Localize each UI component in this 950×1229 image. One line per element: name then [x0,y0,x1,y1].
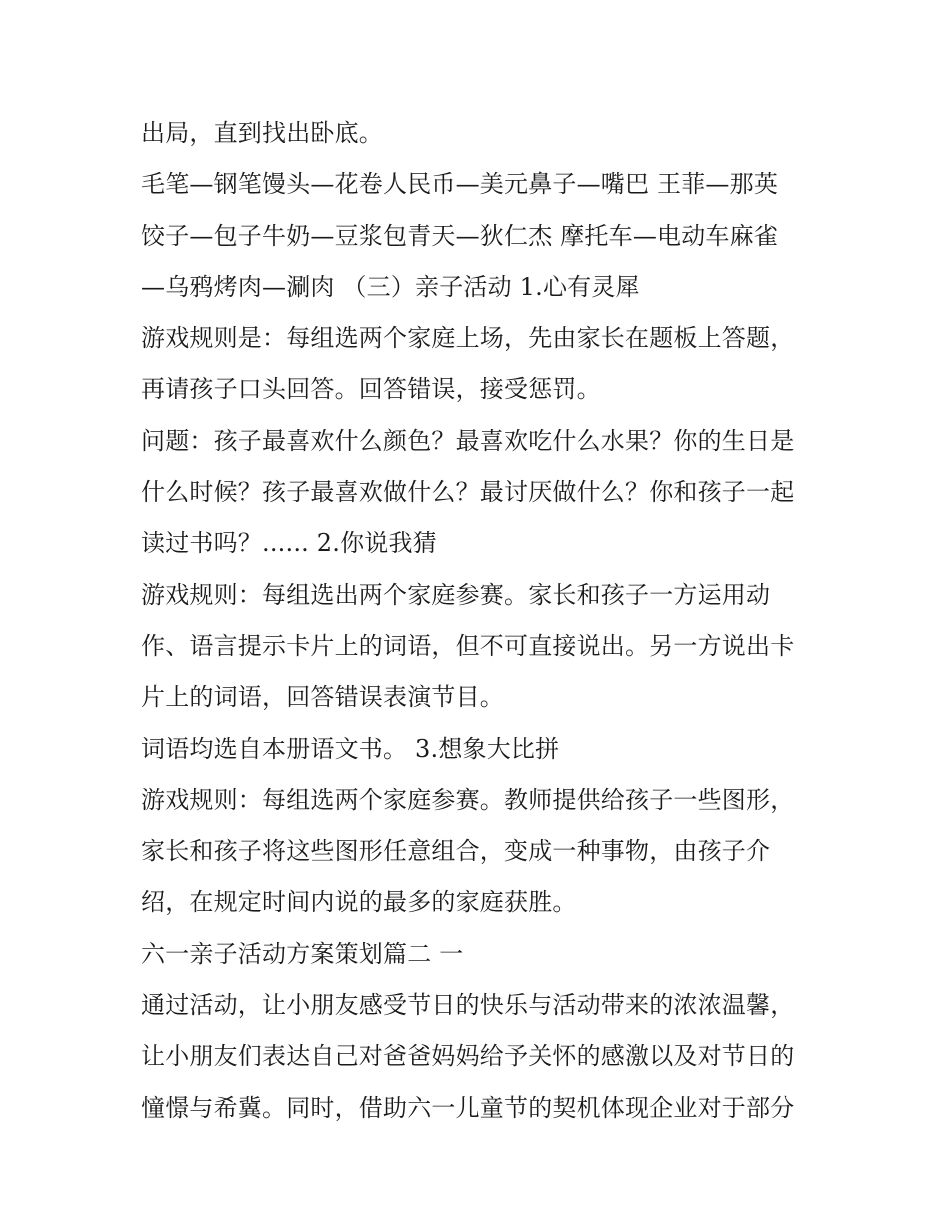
text-line: 让小朋友们表达自己对爸爸妈妈给予关怀的感激以及对节日的 [141,1042,795,1071]
text-line: 什么时候？孩子最喜欢做什么？最讨厌做什么？你和孩子一起 [141,478,795,507]
text-line: 作、语言提示卡片上的词语，但不可直接说出。另一方说出卡 [141,631,795,660]
text-line: 片上的词语，回答错误表演节目。 [141,683,504,712]
text-line: 游戏规则是：每组选两个家庭上场，先由家长在题板上答题， [141,324,795,353]
text-line: 饺子—包子牛奶—豆浆包青天—狄仁杰 摩托车—电动车麻雀 [141,221,779,250]
text-line: 出局，直到找出卧底。 [141,119,383,147]
text-line: 游戏规则：每组选出两个家庭参赛。家长和孩子一方运用动 [141,580,771,609]
document-body [141,108,821,1134]
text-line: 家长和孩子将这些图形任意组合，变成一种事物，由孩子介 [141,837,771,866]
text-line: 绍，在规定时间内说的最多的家庭获胜。 [141,888,577,917]
section-heading: 六一亲子活动方案策划篇二 一 [141,939,464,968]
text-line: 问题：孩子最喜欢什么颜色？最喜欢吃什么水果？你的生日是 [141,426,795,455]
text-line: 游戏规则：每组选两个家庭参赛。教师提供给孩子一些图形， [141,785,795,814]
text-line: 再请孩子口头回答。回答错误，接受惩罚。 [141,375,601,404]
text-line: 词语均选自本册语文书。 3.想象大比拼 [141,734,560,763]
text-line: 通过活动，让小朋友感受节日的快乐与活动带来的浓浓温馨， [141,991,795,1020]
text-line: 读过书吗？...... 2.你说我猜 [141,529,437,558]
text-line: —乌鸦烤肉—涮肉 （三）亲子活动 1.心有灵犀 [141,272,640,301]
text-line: 毛笔—钢笔馒头—花卷人民币—美元鼻子—嘴巴 王菲—那英 [141,170,779,199]
text-line: 憧憬与希冀。同时，借助六一儿童节的契机体现企业对于部分 [141,1093,795,1122]
